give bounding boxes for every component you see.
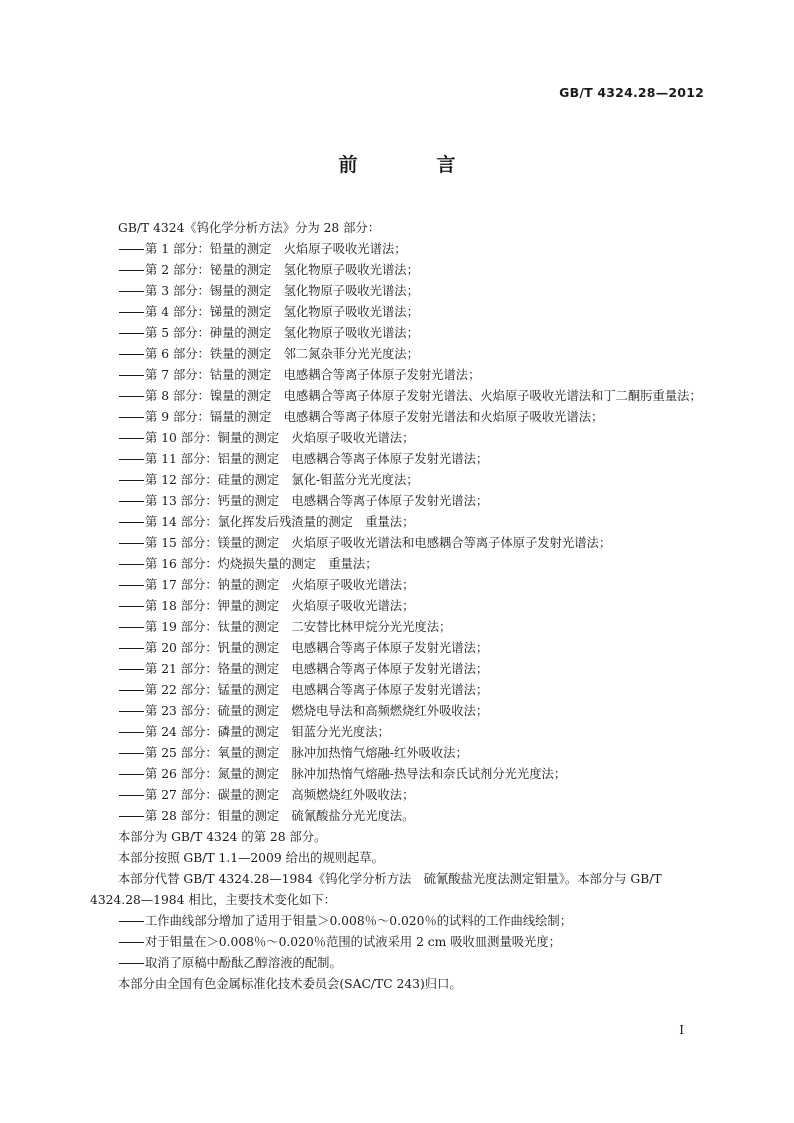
em-dash bbox=[118, 281, 145, 302]
replacement-statement: 本部分代替 GB/T 4324.28—1984《钨化学分析方法 硫氰酸盐光度法测定钼量》。本部分与 GB/T 4324.28—1984 相比，主要技术变化如下： bbox=[90, 872, 662, 907]
em-dash bbox=[118, 533, 145, 554]
em-dash bbox=[118, 911, 145, 932]
list-item: 第 13 部分：钙量的测定 电感耦合等离子体原子发射光谱法； bbox=[90, 491, 706, 512]
em-dash bbox=[118, 239, 145, 260]
page-number: I bbox=[679, 1023, 684, 1037]
drafting-statement: 本部分按照 GB/T 1.1—2009 给出的规则起草。 bbox=[118, 851, 384, 865]
em-dash bbox=[118, 302, 145, 323]
em-dash bbox=[118, 323, 145, 344]
standard-code: GB/T 4324.28—2012 bbox=[559, 85, 704, 100]
em-dash bbox=[118, 701, 145, 722]
em-dash bbox=[118, 575, 145, 596]
em-dash bbox=[118, 953, 145, 974]
list-item: 第 4 部分：锑量的测定 氢化物原子吸收光谱法； bbox=[90, 302, 706, 323]
list-item: 第 24 部分：磷量的测定 钼蓝分光光度法； bbox=[90, 722, 706, 743]
list-item: 取消了原稿中酚酞乙醇溶液的配制。 bbox=[90, 953, 706, 974]
list-item: 第 20 部分：钒量的测定 电感耦合等离子体原子发射光谱法； bbox=[90, 638, 706, 659]
list-item: 工作曲线部分增加了适用于钼量＞0.008％～0.020％的试料的工作曲线绘制； bbox=[90, 911, 706, 932]
list-item: 第 11 部分：铝量的测定 电感耦合等离子体原子发射光谱法； bbox=[90, 449, 706, 470]
em-dash bbox=[118, 743, 145, 764]
em-dash bbox=[118, 449, 145, 470]
list-item: 第 26 部分：氮量的测定 脉冲加热惰气熔融-热导法和奈氏试剂分光光度法； bbox=[90, 764, 706, 785]
em-dash bbox=[118, 806, 145, 827]
em-dash bbox=[118, 617, 145, 638]
page-title: 前 言 bbox=[338, 154, 486, 176]
em-dash bbox=[118, 386, 145, 407]
em-dash bbox=[118, 932, 145, 953]
list-item: 第 2 部分：铋量的测定 氢化物原子吸收光谱法； bbox=[90, 260, 706, 281]
list-item: 第 28 部分：钼量的测定 硫氰酸盐分光光度法。 bbox=[90, 806, 706, 827]
parts-list bbox=[90, 239, 706, 827]
list-item: 第 1 部分：铅量的测定 火焰原子吸收光谱法； bbox=[90, 239, 706, 260]
list-item: 第 9 部分：镉量的测定 电感耦合等离子体原子发射光谱法和火焰原子吸收光谱法； bbox=[90, 407, 706, 428]
em-dash bbox=[118, 680, 145, 701]
em-dash bbox=[118, 407, 145, 428]
list-item: 第 15 部分：镁量的测定 火焰原子吸收光谱法和电感耦合等离子体原子发射光谱法； bbox=[90, 533, 706, 554]
em-dash bbox=[118, 428, 145, 449]
list-item: 第 16 部分：灼烧损失量的测定 重量法； bbox=[90, 554, 706, 575]
em-dash bbox=[118, 512, 145, 533]
em-dash bbox=[118, 260, 145, 281]
intro-paragraph: GB/T 4324《钨化学分析方法》分为 28 部分： bbox=[118, 221, 381, 235]
list-item: 第 21 部分：铬量的测定 电感耦合等离子体原子发射光谱法； bbox=[90, 659, 706, 680]
em-dash bbox=[118, 722, 145, 743]
list-item: 第 25 部分：氧量的测定 脉冲加热惰气熔融-红外吸收法； bbox=[90, 743, 706, 764]
list-item: 第 14 部分：氯化挥发后残渣量的测定 重量法； bbox=[90, 512, 706, 533]
list-item: 第 12 部分：硅量的测定 氯化-钼蓝分光光度法； bbox=[90, 470, 706, 491]
part-statement: 本部分为 GB/T 4324 的第 28 部分。 bbox=[118, 830, 327, 844]
em-dash bbox=[118, 596, 145, 617]
em-dash bbox=[118, 554, 145, 575]
em-dash bbox=[118, 365, 145, 386]
em-dash bbox=[118, 764, 145, 785]
em-dash bbox=[118, 491, 145, 512]
list-item: 第 22 部分：锰量的测定 电感耦合等离子体原子发射光谱法； bbox=[90, 680, 706, 701]
em-dash bbox=[118, 470, 145, 491]
list-item: 第 18 部分：钾量的测定 火焰原子吸收光谱法； bbox=[90, 596, 706, 617]
em-dash bbox=[118, 659, 145, 680]
em-dash bbox=[118, 344, 145, 365]
em-dash bbox=[118, 785, 145, 806]
list-item: 第 3 部分：锡量的测定 氢化物原子吸收光谱法； bbox=[90, 281, 706, 302]
list-item: 第 17 部分：钠量的测定 火焰原子吸收光谱法； bbox=[90, 575, 706, 596]
committee-statement: 本部分由全国有色金属标准化技术委员会(SAC/TC 243)归口。 bbox=[118, 977, 462, 991]
list-item: 第 5 部分：砷量的测定 氢化物原子吸收光谱法； bbox=[90, 323, 706, 344]
list-item: 对于钼量在＞0.008％～0.020％范围的试液采用 2 cm 吸收皿测量吸光度； bbox=[90, 932, 706, 953]
list-item: 第 19 部分：钛量的测定 二安替比林甲烷分光光度法； bbox=[90, 617, 706, 638]
foreword-body bbox=[90, 218, 706, 995]
list-item: 第 23 部分：硫量的测定 燃烧电导法和高频燃烧红外吸收法； bbox=[90, 701, 706, 722]
em-dash bbox=[118, 638, 145, 659]
list-item: 第 10 部分：铜量的测定 火焰原子吸收光谱法； bbox=[90, 428, 706, 449]
list-item: 第 27 部分：碳量的测定 高频燃烧红外吸收法； bbox=[90, 785, 706, 806]
list-item: 第 6 部分：铁量的测定 邻二氮杂菲分光光度法； bbox=[90, 344, 706, 365]
list-item: 第 8 部分：镍量的测定 电感耦合等离子体原子发射光谱法、火焰原子吸收光谱法和丁二酮肟重量法； bbox=[90, 386, 706, 407]
list-item: 第 7 部分：钴量的测定 电感耦合等离子体原子发射光谱法； bbox=[90, 365, 706, 386]
changes-list bbox=[90, 911, 706, 974]
